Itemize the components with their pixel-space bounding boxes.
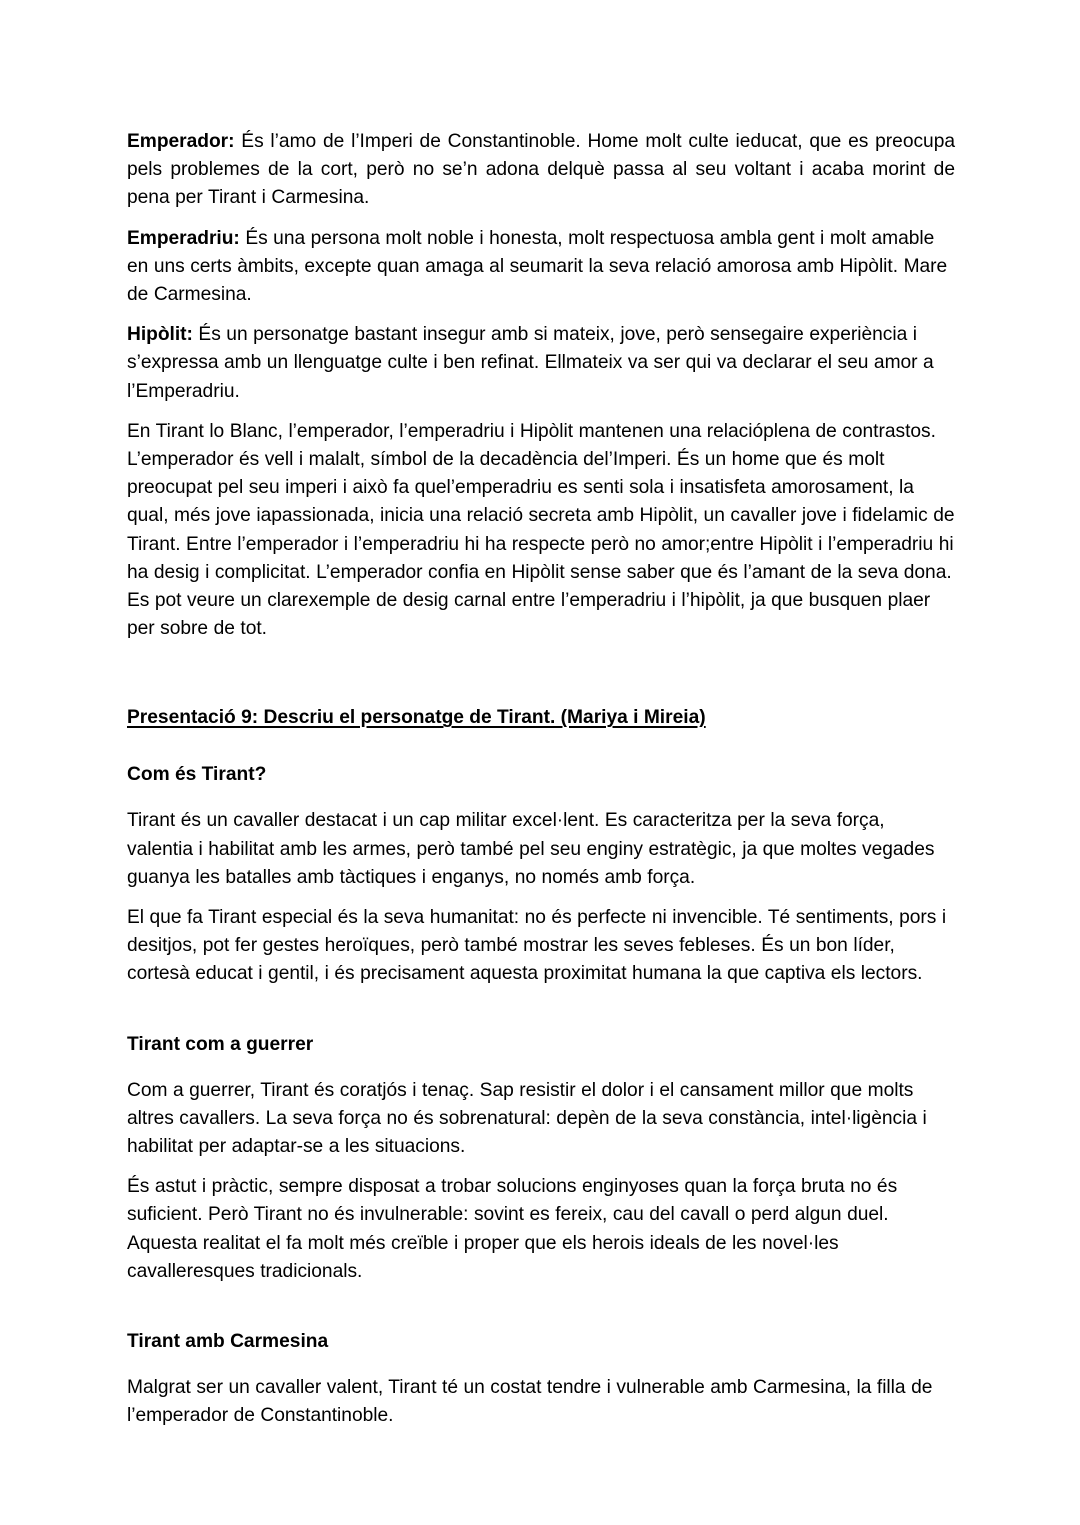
spacer xyxy=(127,1059,955,1077)
spacer xyxy=(127,1356,955,1374)
paragraph-hipolit xyxy=(127,321,955,406)
paragraph-guerrer-coratjos: Com a guerrer, Tirant és coratjós i tenaç. Sap resistir el dolor i el cansament millor que molts altres cavallers. La seva força no és sobrenatural: depèn de la seva constància, intel·ligència i habilitat per adaptar-se a les situacions. xyxy=(127,1079,927,1158)
section-heading-wrap xyxy=(127,704,955,732)
paragraph-tirant-cavaller: Tirant és un cavaller destacat i un cap militar excel·lent. Es caracteritza per la seva força, valentia i habilitat amb les armes, però també pel seu enginy estratègic, ja que moltes vegades guanya les batalles amb tàctiques i enganys, no només amb força. xyxy=(127,810,935,888)
paragraph-emperador xyxy=(127,128,955,213)
paragraph-emperadriu xyxy=(127,225,955,310)
spacer xyxy=(127,1298,955,1328)
spacer xyxy=(127,789,955,807)
sub-heading-tirant-com-a-guerrer: Tirant com a guerrer xyxy=(127,1033,314,1055)
paragraph-lead-label: Emperador: xyxy=(127,131,235,152)
document-content xyxy=(127,128,955,1443)
sub-heading-com-es-tirant: Com és Tirant? xyxy=(127,764,267,786)
paragraph-lead-label: Hipòlit: xyxy=(127,324,193,346)
paragraph-text: És l’amo de l’Imperi de Constantinoble. Home molt culte ieducat, que es preocupa pels problemes de la cort, però no se’n adona delquè passa al seu voltant i acaba morint de pena per Tirant i Carmesina. xyxy=(127,131,955,209)
paragraph-guerrer-astut: És astut i pràctic, sempre disposat a trobar solucions enginyoses quan la força bruta no és suficient. Però Tirant no és invulnerable: sovint es fereix, cau del cavall o perd algun duel. Aquesta realitat el fa molt més creïble i proper que els herois ideals de les novel·les cavalleresques tradicionals. xyxy=(127,1176,898,1282)
paragraph-carmesina: Malgrat ser un cavaller valent, Tirant té un costat tendre i vulnerable amb Carmesina, la filla de l’emperador de Constantinoble. xyxy=(127,1377,933,1427)
paragraph-text: En Tirant lo Blanc, l’emperador, l’emperadriu i Hipòlit mantenen una relacióplena de contrastos. L’emperador és vell i malalt, símbol de la decadència del’Imperi. És un home que és molt preocupat pel seu imperi i això fa quel’emperadriu es senti sola i insatisfeta amorosament, la qual, més jove iapassionada, inicia una relació secreta amb Hipòlit, un cavaller jove i fidelamic de Tirant. Entre l’emperador i l’emperadriu hi ha respecte però no amor;entre Hipòlit i l’emperadriu hi ha desig i complicitat. L’emperador confia en Hipòlit sense saber que és l’amant de la seva dona. Es pot veure un clarexemple de desig carnal entre l’emperadriu i l’hipòlit, ja que busquen plaer per sobre de tot. xyxy=(127,420,955,640)
paragraph-text: És un personatge bastant insegur amb si mateix, jove, però sensegaire experiència i s’expressa amb un llenguatge culte i ben refinat. Ellmateix va ser qui va declarar el seu amor a l’Emperadriu. xyxy=(127,324,934,402)
paragraph-lead-label: Emperadriu: xyxy=(127,227,240,249)
spacer xyxy=(127,732,955,761)
paragraph-text: És una persona molt noble i honesta, molt respectuosa ambla gent i molt amable en uns certs àmbits, excepte quan amaga al seumarit la seva relació amorosa amb Hipòlit. Mare de Carmesina. xyxy=(127,227,948,306)
paragraph-tirant-humanitat: El que fa Tirant especial és la seva humanitat: no és perfecte ni invencible. Té sentiments, pors i desitjos, pot fer gestes heroïques, però també mostrar les seves febleses. És un bon líder, cortesà educat i gentil, i és precisament aquesta proximitat humana la que captiva els lectors. xyxy=(127,907,947,985)
spacer xyxy=(127,655,955,704)
paragraph-relacio-contrastos xyxy=(127,418,955,644)
sub-heading-tirant-amb-carmesina: Tirant amb Carmesina xyxy=(127,1331,329,1353)
spacer xyxy=(127,1001,955,1031)
section-heading-presentacio-9: Presentació 9: Descriu el personatge de Tirant. (Mariya i Mireia) xyxy=(127,707,706,729)
